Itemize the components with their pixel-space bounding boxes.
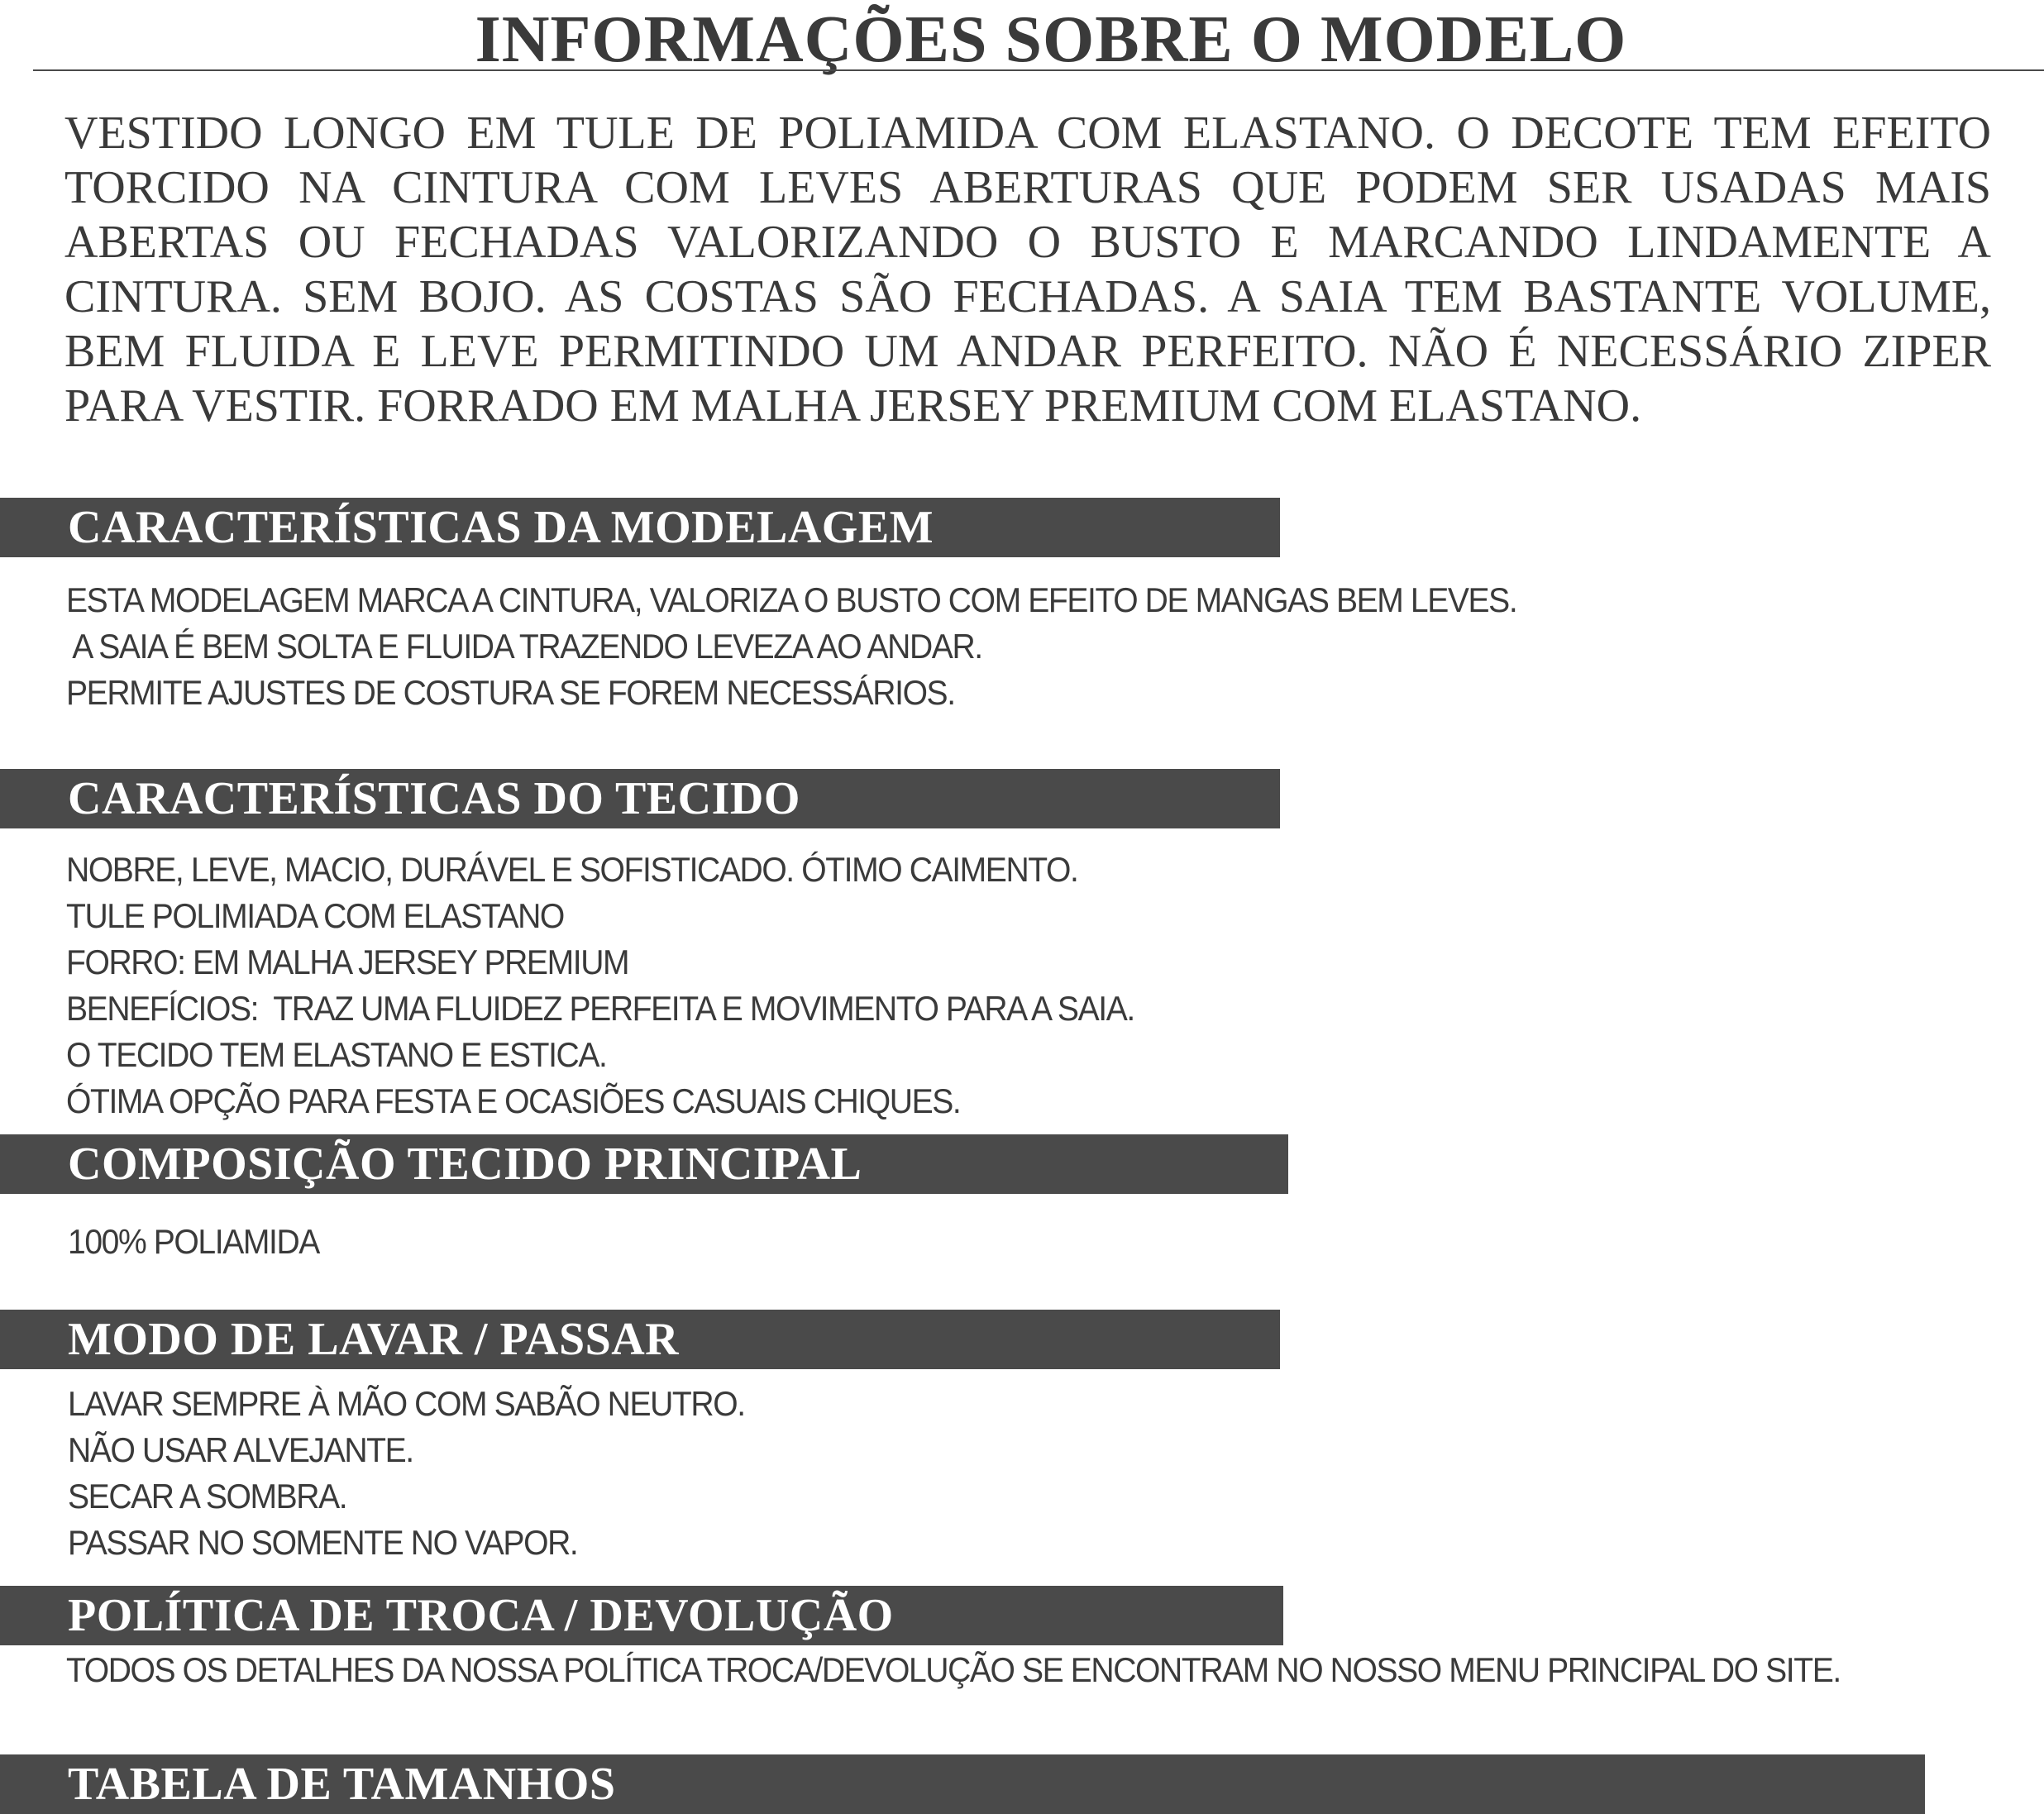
list-item: PASSAR NO SOMENTE NO VAPOR. <box>68 1523 578 1562</box>
list-item: O TECIDO TEM ELASTANO E ESTICA. <box>66 1035 607 1074</box>
section-body-politica <box>66 1647 1841 1693</box>
list-item: A SAIA É BEM SOLTA E FLUIDA TRAZENDO LEVEZA AO ANDAR. <box>66 627 982 666</box>
list-item: TULE POLIMIADA COM ELASTANO <box>66 896 564 935</box>
section-heading-lavar: MODO DE LAVAR / PASSAR <box>0 1310 1280 1369</box>
list-item: ESTA MODELAGEM MARCA A CINTURA, VALORIZA O BUSTO COM EFEITO DE MANGAS BEM LEVES. <box>66 580 1517 619</box>
section-heading-tabela: TABELA DE TAMANHOS <box>0 1754 1925 1814</box>
list-item: 100% POLIAMIDA <box>68 1222 319 1261</box>
section-body-lavar <box>68 1381 745 1566</box>
list-item: SECAR A SOMBRA. <box>68 1477 347 1516</box>
title-divider <box>33 69 2044 71</box>
section-heading-composicao: COMPOSIÇÃO TECIDO PRINCIPAL <box>0 1134 1288 1194</box>
list-item: FORRO: EM MALHA JERSEY PREMIUM <box>66 943 629 981</box>
section-heading-modelagem: CARACTERÍSTICAS DA MODELAGEM <box>0 498 1280 557</box>
list-item: PERMITE AJUSTES DE COSTURA SE FOREM NECESSÁRIOS. <box>66 673 955 712</box>
section-heading-tecido: CARACTERÍSTICAS DO TECIDO <box>0 769 1280 828</box>
page-title: INFORMAÇÕES SOBRE O MODELO <box>475 3 1627 76</box>
section-body-composicao <box>68 1219 319 1265</box>
list-item: NÃO USAR ALVEJANTE. <box>68 1430 413 1469</box>
list-item: BENEFÍCIOS: TRAZ UMA FLUIDEZ PERFEITA E MOVIMENTO PARA A SAIA. <box>66 989 1134 1028</box>
product-description: VESTIDO LONGO EM TULE DE POLIAMIDA COM ELASTANO. O DECOTE TEM EFEITO TORCIDO NA CINTURA COM LEVES ABERTURAS QUE PODEM SER USADAS MAIS ABERTAS OU FECHADAS VALORIZANDO O BUSTO E MARCANDO LINDAMENTE A CINTURA. SEM BOJO. AS COSTAS SÃO FECHADAS. A SAIA TEM BASTANTE VOLUME, BEM FLUIDA E LEVE PERMITINDO UM ANDAR PERFEITO. NÃO É NECESSÁRIO ZIPER PARA VESTIR. FORRADO EM MALHA JERSEY PREMIUM COM ELASTANO. <box>64 107 1991 432</box>
section-body-tecido <box>66 847 1134 1124</box>
section-heading-politica: POLÍTICA DE TROCA / DEVOLUÇÃO <box>0 1586 1283 1645</box>
list-item: ÓTIMA OPÇÃO PARA FESTA E OCASIÕES CASUAIS CHIQUES. <box>66 1081 961 1120</box>
list-item: TODOS OS DETALHES DA NOSSA POLÍTICA TROCA/DEVOLUÇÃO SE ENCONTRAM NO NOSSO MENU PRINCIPAL DO SITE. <box>66 1650 1841 1689</box>
list-item: NOBRE, LEVE, MACIO, DURÁVEL E SOFISTICADO. ÓTIMO CAIMENTO. <box>66 850 1078 889</box>
section-body-modelagem <box>66 577 1516 716</box>
list-item: LAVAR SEMPRE À MÃO COM SABÃO NEUTRO. <box>68 1384 745 1423</box>
